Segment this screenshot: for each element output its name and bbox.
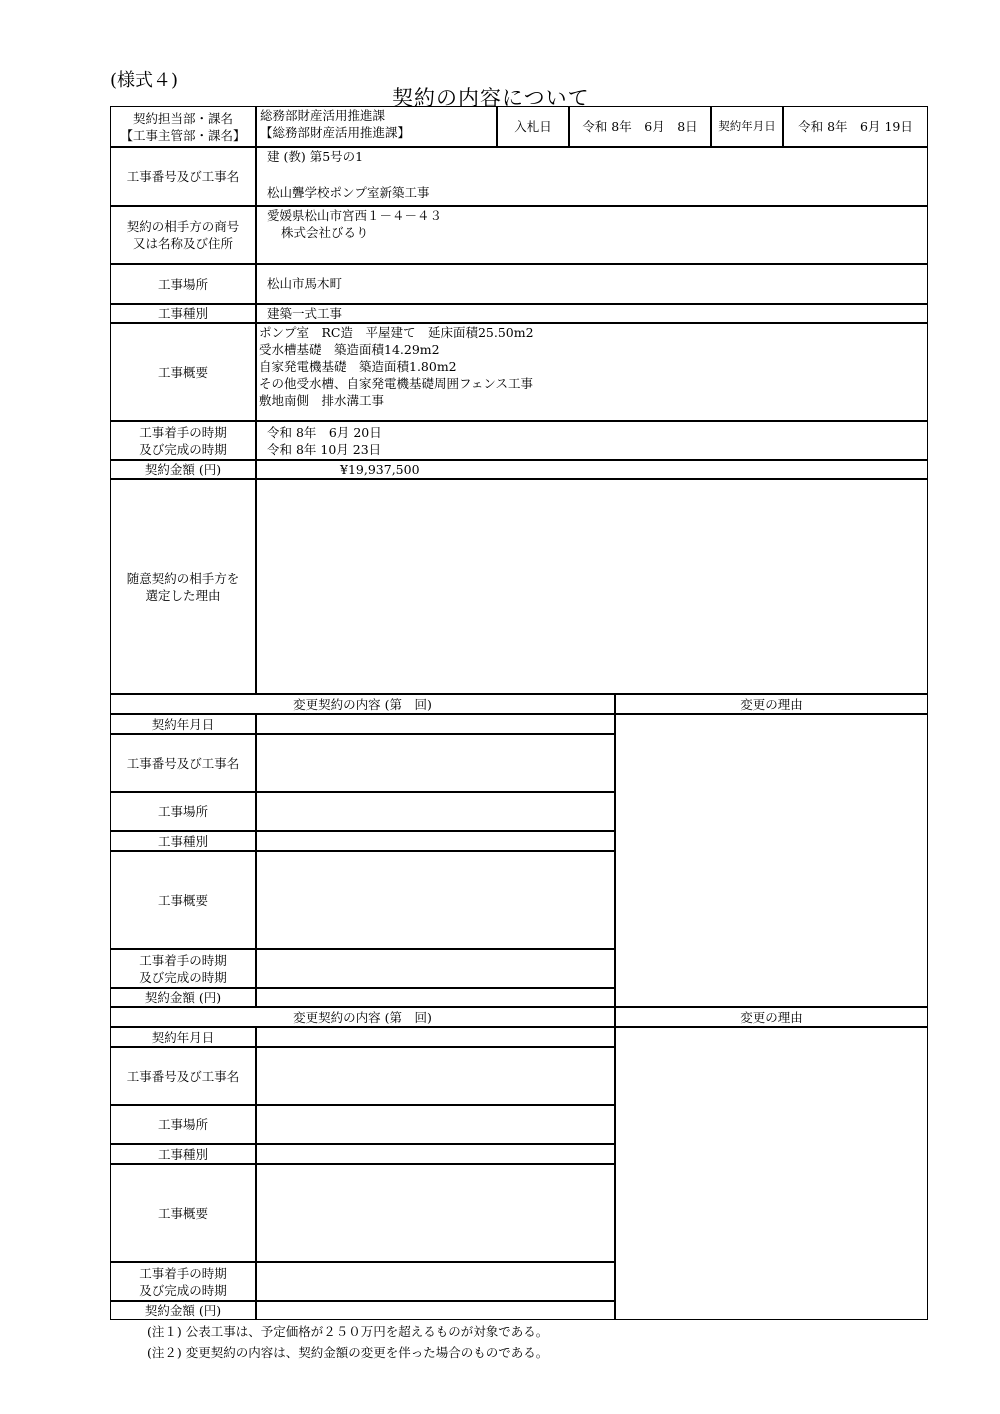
summary-value [256,323,928,421]
change-header-2: 変更契約の内容 (第 回) [110,1007,615,1027]
change-amount-value-1 [256,988,615,1007]
summary-line: 受水槽基礎 築造面積14.29m2 [259,342,440,357]
change-reason-value-1 [615,714,928,1007]
type-label: 工事種別 [110,304,256,323]
change-summary-value-1 [256,851,615,949]
change-reason-value-2 [615,1027,928,1320]
change-reason-header-2: 変更の理由 [615,1007,928,1027]
change-summary-label-1: 工事概要 [110,851,256,949]
change-type-value-2 [256,1144,615,1164]
change-type-value-1 [256,831,615,851]
amount-value: ¥19,937,500 [256,460,928,479]
change-date-value-1 [256,714,615,734]
form-number: (様式４) [110,70,179,91]
change-date-label-2: 契約年月日 [110,1027,256,1047]
summary-line: ポンプ室 RC造 平屋建て 延床面積25.50m2 [259,325,534,340]
change-period-label-2: 工事着手の時期 及び完成の時期 [110,1262,256,1301]
change-type-label-2: 工事種別 [110,1144,256,1164]
summary-line: その他受水槽、自家発電機基礎周囲フェンス工事 [259,376,534,391]
type-value: 建築一式工事 [256,304,928,323]
change-header-1: 変更契約の内容 (第 回) [110,694,615,714]
change-place-label-1: 工事場所 [110,792,256,831]
summary-line: 自家発電機基礎 築造面積1.80m2 [259,359,457,374]
bid-date-value: 令和 8年 6月 8日 [569,106,711,147]
change-date-label-1: 契約年月日 [110,714,256,734]
reason-value [256,479,928,694]
change-place-label-2: 工事場所 [110,1105,256,1144]
change-reason-header-1: 変更の理由 [615,694,928,714]
change-amount-label-2: 契約金額 (円) [110,1301,256,1320]
dept-label: 契約担当部・課名 【工事主管部・課名】 [110,106,256,147]
reason-label: 随意契約の相手方を 選定した理由 [110,479,256,694]
change-period-value-2 [256,1262,615,1301]
change-work-no-label-1: 工事番号及び工事名 [110,734,256,792]
change-summary-label-2: 工事概要 [110,1164,256,1262]
bid-date-label: 入札日 [497,106,569,147]
period-value: 令和 8年 6月 20日 令和 8年 10月 23日 [256,421,928,460]
change-period-value-1 [256,949,615,988]
party-label: 契約の相手方の商号 又は名称及び住所 [110,206,256,264]
change-work-no-value-1 [256,734,615,792]
note-2: (注２) 変更契約の内容は、契約金額の変更を伴った場合のものである。 [147,1345,549,1360]
change-amount-label-1: 契約金額 (円) [110,988,256,1007]
summary-line: 敷地南側 排水溝工事 [259,393,385,408]
change-place-value-1 [256,792,615,831]
party-value: 愛媛県松山市宮西１－４－４３ 株式会社びるり [256,206,928,264]
change-place-value-2 [256,1105,615,1144]
place-value: 松山市馬木町 [256,264,928,304]
change-amount-value-2 [256,1301,615,1320]
summary-label: 工事概要 [110,323,256,421]
page-title: 契約の内容について [392,86,590,110]
change-summary-value-2 [256,1164,615,1262]
work-no-label: 工事番号及び工事名 [110,147,256,206]
dept-value: 総務部財産活用推進課 【総務部財産活用推進課】 [256,106,497,147]
contract-date-label: 契約年月日 [711,106,783,147]
contract-date-value: 令和 8年 6月 19日 [783,106,928,147]
note-1: (注１) 公表工事は、予定価格が２５０万円を超えるものが対象である。 [147,1324,549,1339]
change-work-no-label-2: 工事番号及び工事名 [110,1047,256,1105]
change-period-label-1: 工事着手の時期 及び完成の時期 [110,949,256,988]
place-label: 工事場所 [110,264,256,304]
amount-label: 契約金額 (円) [110,460,256,479]
change-type-label-1: 工事種別 [110,831,256,851]
work-no-value: 建 (教) 第5号の1 松山聾学校ポンプ室新築工事 [256,147,928,206]
period-label: 工事着手の時期 及び完成の時期 [110,421,256,460]
change-date-value-2 [256,1027,615,1047]
change-work-no-value-2 [256,1047,615,1105]
